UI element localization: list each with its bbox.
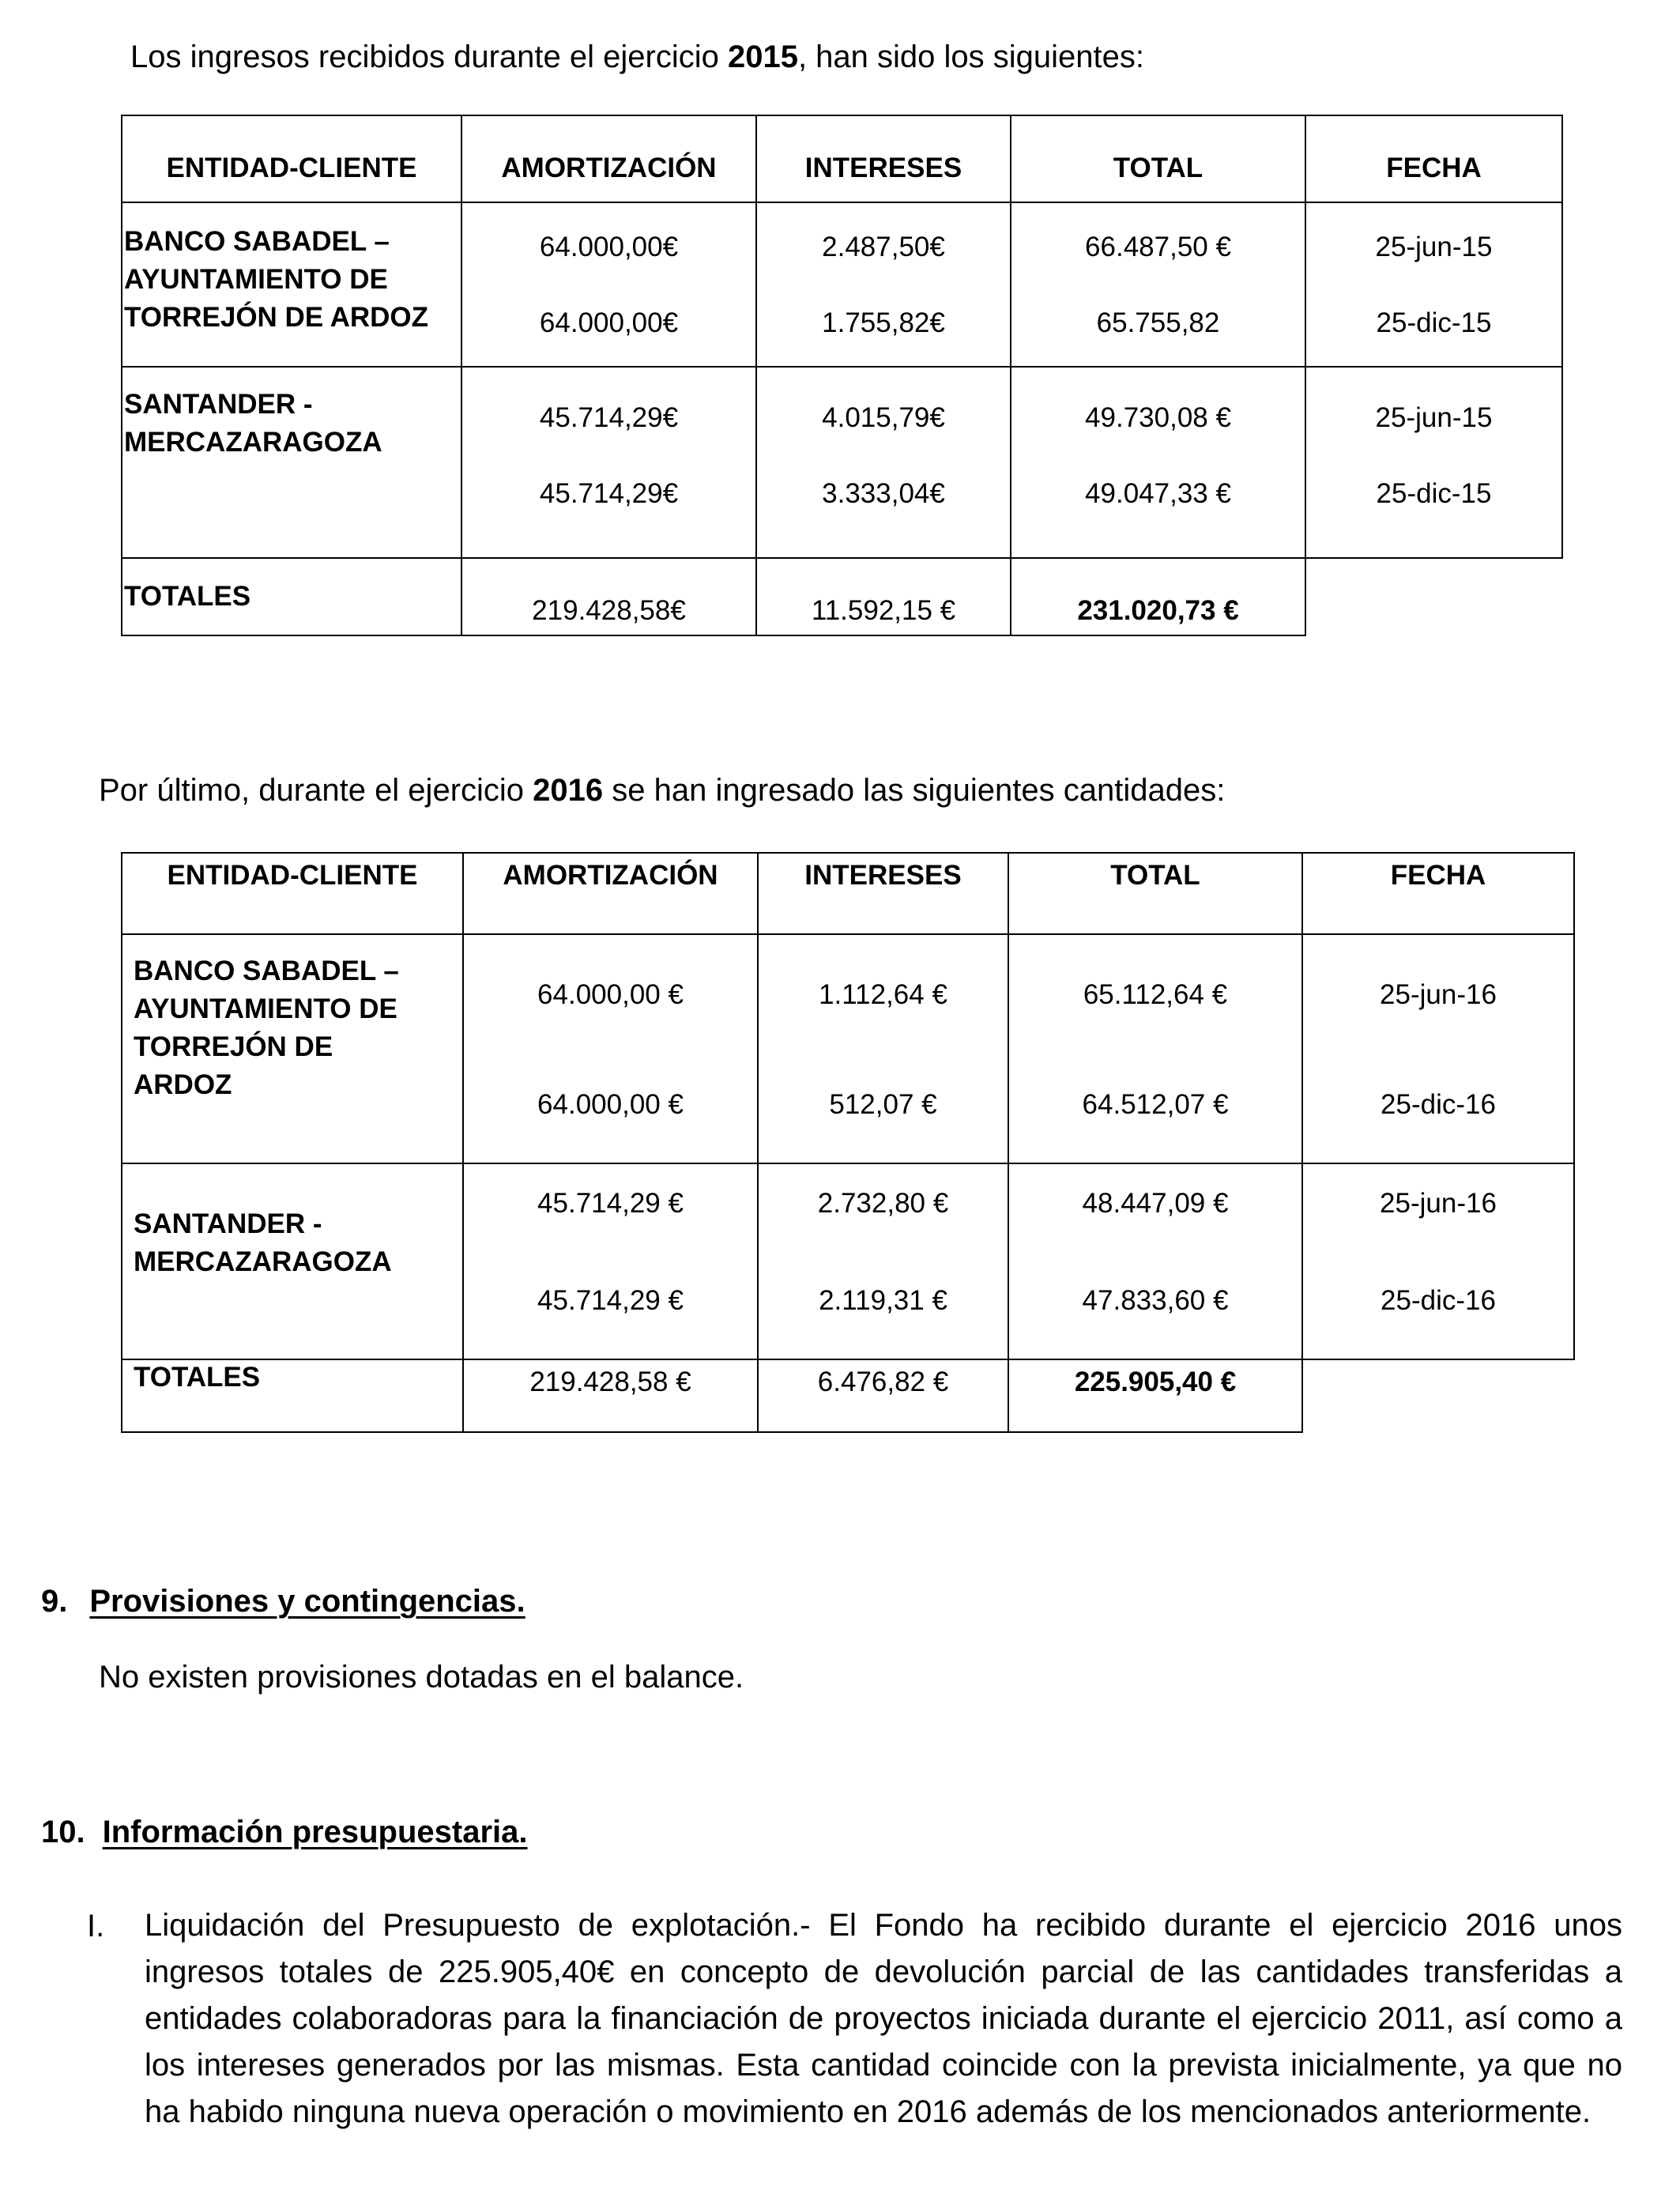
- section-9-body: No existen provisiones dotadas en el balance.: [99, 1660, 744, 1695]
- section-10-heading: [41, 1815, 528, 1850]
- table-2016-total-sabadel: 65.112,64 € 64.512,07 €: [1008, 934, 1302, 1163]
- section-10-item-text: Liquidación del Presupuesto de explotación.- El Fondo ha recibido durante el ejercicio 2016 unos ingresos totales de 225.905,40€ en concepto de devolución parcial de las cantidades transferidas a entidades colaboradoras para la financiación de proyectos iniciada durante el ejercicio 2011, así como a los intereses generados por las mismas. Esta cantidad coincide con la prevista inicialmente, ya que no ha habido ninguna nueva operación o movimiento en 2016 además de los mencionados anteriormente.: [145, 1908, 1622, 2129]
- intro-2015: [130, 38, 1144, 76]
- intro-2015-after: , han sido los siguientes:: [797, 40, 1144, 74]
- table-2016-entity-sabadel: BANCO SABADEL – AYUNTAMIENTO DE TORREJÓN DE ARDOZ: [122, 934, 463, 1163]
- table-2015-totals-row: [122, 558, 1562, 635]
- table-2016-amortizacion-santander: 45.714,29 € 45.714,29 €: [463, 1163, 758, 1359]
- table-2016-header-intereses: INTERESES: [758, 853, 1008, 934]
- table-2015-header-amortizacion: AMORTIZACIÓN: [461, 115, 756, 202]
- table-2016-totals-total: 225.905,40 €: [1008, 1359, 1302, 1432]
- table-2015-totals-total: 231.020,73 €: [1011, 558, 1305, 635]
- intro-2016-year: 2016: [533, 773, 604, 808]
- table-2016-group-santander: [122, 1163, 1574, 1359]
- table-2015-group-sabadel: [122, 202, 1562, 367]
- table-2015-totals-label: TOTALES: [122, 558, 461, 635]
- table-2016-totals-empty: [1302, 1359, 1574, 1432]
- table-2016-header-total: TOTAL: [1008, 853, 1302, 934]
- section-10-number: 10.: [41, 1815, 85, 1849]
- section-10-title: Información presupuestaria.: [102, 1815, 528, 1849]
- table-2015-intereses-sabadel: 2.487,50€ 1.755,82€: [756, 202, 1011, 367]
- table-2016-totals-label: TOTALES: [122, 1359, 463, 1432]
- intro-2015-year: 2015: [727, 40, 798, 74]
- table-2015-total-santander: 49.730,08 € 49.047,33 €: [1011, 367, 1305, 558]
- table-2016-amortizacion-sabadel: 64.000,00 € 64.000,00 €: [463, 934, 758, 1163]
- intro-2016-after: se han ingresado las siguientes cantidades:: [603, 773, 1226, 808]
- table-2015-fecha-sabadel: 25-jun-15 25-dic-15: [1305, 202, 1562, 367]
- table-2015: [121, 115, 1563, 636]
- section-10-item-marker: I.: [87, 1909, 105, 1943]
- table-2015-total-sabadel: 66.487,50 € 65.755,82: [1011, 202, 1305, 367]
- table-2015-header-row: [122, 115, 1562, 202]
- table-2015-group-santander: [122, 367, 1562, 558]
- table-2015-header-total: TOTAL: [1011, 115, 1305, 202]
- table-2015-totals-empty: [1305, 558, 1562, 635]
- table-2016-entity-santander: SANTANDER - MERCAZARAGOZA: [122, 1163, 463, 1359]
- table-2016-group-sabadel: [122, 934, 1574, 1163]
- table-2015-entity-santander: SANTANDER - MERCAZARAGOZA: [122, 367, 461, 558]
- table-2016-totals-amortizacion: 219.428,58 €: [463, 1359, 758, 1432]
- table-2016: [121, 852, 1575, 1433]
- table-2015-header-fecha: FECHA: [1305, 115, 1562, 202]
- table-2016-header-entidad: ENTIDAD-CLIENTE: [122, 853, 463, 934]
- table-2016-fecha-sabadel: 25-jun-16 25-dic-16: [1302, 934, 1574, 1163]
- intro-2016-before: Por último, durante el ejercicio: [99, 773, 533, 808]
- table-2015-totals-amortizacion: 219.428,58€: [461, 558, 756, 635]
- intro-2015-before: Los ingresos recibidos durante el ejercicio: [130, 40, 728, 74]
- table-2016-totals-row: [122, 1359, 1574, 1432]
- section-9-heading: [41, 1584, 525, 1619]
- table-2016-total-santander: 48.447,09 € 47.833,60 €: [1008, 1163, 1302, 1359]
- table-2015-fecha-santander: 25-jun-15 25-dic-15: [1305, 367, 1562, 558]
- section-9-title: Provisiones y contingencias.: [89, 1584, 525, 1619]
- table-2015-intereses-santander: 4.015,79€ 3.333,04€: [756, 367, 1011, 558]
- table-2015-totals-intereses: 11.592,15 €: [756, 558, 1011, 635]
- table-2015-header-entidad: ENTIDAD-CLIENTE: [122, 115, 461, 202]
- intro-2016: [99, 771, 1225, 809]
- table-2016-fecha-santander: 25-jun-16 25-dic-16: [1302, 1163, 1574, 1359]
- table-2016-totals-intereses: 6.476,82 €: [758, 1359, 1008, 1432]
- table-2016-intereses-santander: 2.732,80 € 2.119,31 €: [758, 1163, 1008, 1359]
- table-2015-entity-sabadel: BANCO SABADEL – AYUNTAMIENTO DE TORREJÓN DE ARDOZ: [122, 202, 461, 367]
- table-2016-header-row: [122, 853, 1574, 934]
- table-2015-amortizacion-sabadel: 64.000,00€ 64.000,00€: [461, 202, 756, 367]
- table-2016-header-amortizacion: AMORTIZACIÓN: [463, 853, 758, 934]
- table-2016-intereses-sabadel: 1.112,64 € 512,07 €: [758, 934, 1008, 1163]
- section-9-number: 9.: [41, 1584, 68, 1619]
- table-2015-header-intereses: INTERESES: [756, 115, 1011, 202]
- table-2015-amortizacion-santander: 45.714,29€ 45.714,29€: [461, 367, 756, 558]
- table-2016-header-fecha: FECHA: [1302, 853, 1574, 934]
